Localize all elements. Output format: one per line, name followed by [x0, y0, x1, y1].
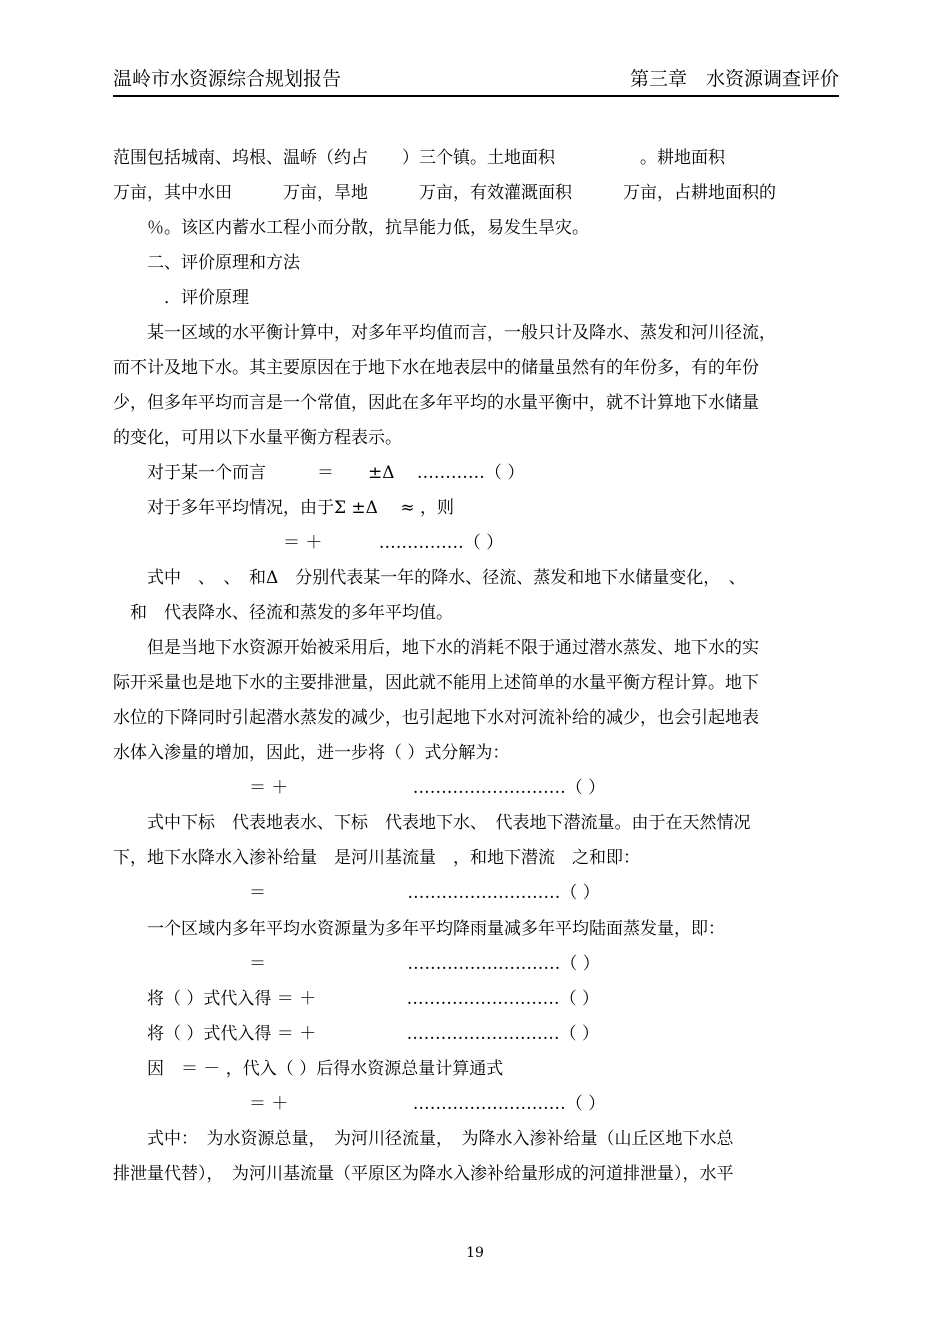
text-line: 下，地下水降水入渗补给量 是河川基流量 ，和地下潜流 之和即： — [113, 848, 640, 868]
page-number: 19 — [466, 1245, 484, 1261]
text-line: ＝ ＋ ………………………（ ） — [113, 778, 606, 798]
text-line: ％。该区内蓄水工程小而分散，抗旱能力低，易发生旱灾。 — [113, 218, 589, 238]
text-line: 水位的下降同时引起潜水蒸发的减少，也引起地下水对河流补给的减少，也会引起地表 — [113, 708, 759, 728]
text-line: 一个区域内多年平均水资源量为多年平均降雨量减多年平均陆面蒸发量，即： — [113, 919, 725, 939]
report-title: 温岭市水资源综合规划报告 — [113, 68, 342, 90]
text-line: ＝ ………………………（ ） — [113, 883, 600, 903]
text-line: 式中下标 代表地表水、下标 代表地下水、 代表地下潜流量。由于在天然情况 — [113, 813, 751, 833]
text-line: 的变化，可用以下水量平衡方程表示。 — [113, 428, 402, 448]
text-line: 式中： 为水资源总量， 为河川径流量， 为降水入渗补给量（山丘区地下水总 — [113, 1129, 734, 1149]
text-line: 但是当地下水资源开始被采用后，地下水的消耗不限于通过潜水蒸发、地下水的实 — [113, 638, 759, 658]
text-line: 二、评价原理和方法 — [113, 253, 300, 273]
header-rule — [113, 95, 839, 97]
text-line: 而不计及地下水。其主要原因在于地下水在地表层中的储量虽然有的年份多，有的年份 — [113, 358, 759, 378]
text-line: 范围包括城南、坞根、温峤（约占 ）三个镇。土地面积 。耕地面积 — [113, 148, 725, 168]
text-line: 际开采量也是地下水的主要排泄量，因此就不能用上述简单的水量平衡方程计算。地下 — [113, 673, 759, 693]
text-line: 对于多年平均情况，由于Σ ±Δ ≈ ，则 — [113, 498, 454, 518]
text-line: ＝ ＋ ………………………（ ） — [113, 1094, 606, 1114]
text-line: ＝ ＋ ……………（ ） — [113, 533, 504, 553]
text-line: 水体入渗量的增加，因此，进一步将（ ）式分解为： — [113, 743, 510, 763]
text-line: 对于某一个而言 ＝ ±Δ …………（ ） — [113, 463, 525, 483]
text-line: 某一区域的水平衡计算中，对多年平均值而言，一般只计及降水、蒸发和河川径流， — [113, 323, 776, 343]
text-line: 和 代表降水、径流和蒸发的多年平均值。 — [113, 603, 453, 623]
text-line: 少，但多年平均而言是一个常值，因此在多年平均的水量平衡中，就不计算地下水储量 — [113, 393, 759, 413]
text-line: ．评价原理 — [113, 288, 249, 308]
text-line: 将（ ）式代入得 ＝ ＋ ………………………（ ） — [113, 989, 600, 1009]
text-line: 将（ ）式代入得 ＝ ＋ ………………………（ ） — [113, 1024, 600, 1044]
text-line: 因 ＝ － ，代入（ ）后得水资源总量计算通式 — [113, 1059, 504, 1079]
chapter-title: 第三章 水资源调查评价 — [629, 68, 839, 90]
text-line: 式中 、 、 和Δ 分别代表某一年的降水、径流、蒸发和地下水储量变化， 、 — [113, 568, 746, 588]
text-line: 排泄量代替）， 为河川基流量（平原区为降水入渗补给量形成的河道排泄量），水平 — [113, 1164, 734, 1184]
text-line: 万亩，其中水田 万亩，旱地 万亩，有效灌溉面积 万亩，占耕地面积的 — [113, 183, 776, 203]
text-line: ＝ ………………………（ ） — [113, 954, 600, 974]
page-header — [113, 64, 839, 94]
